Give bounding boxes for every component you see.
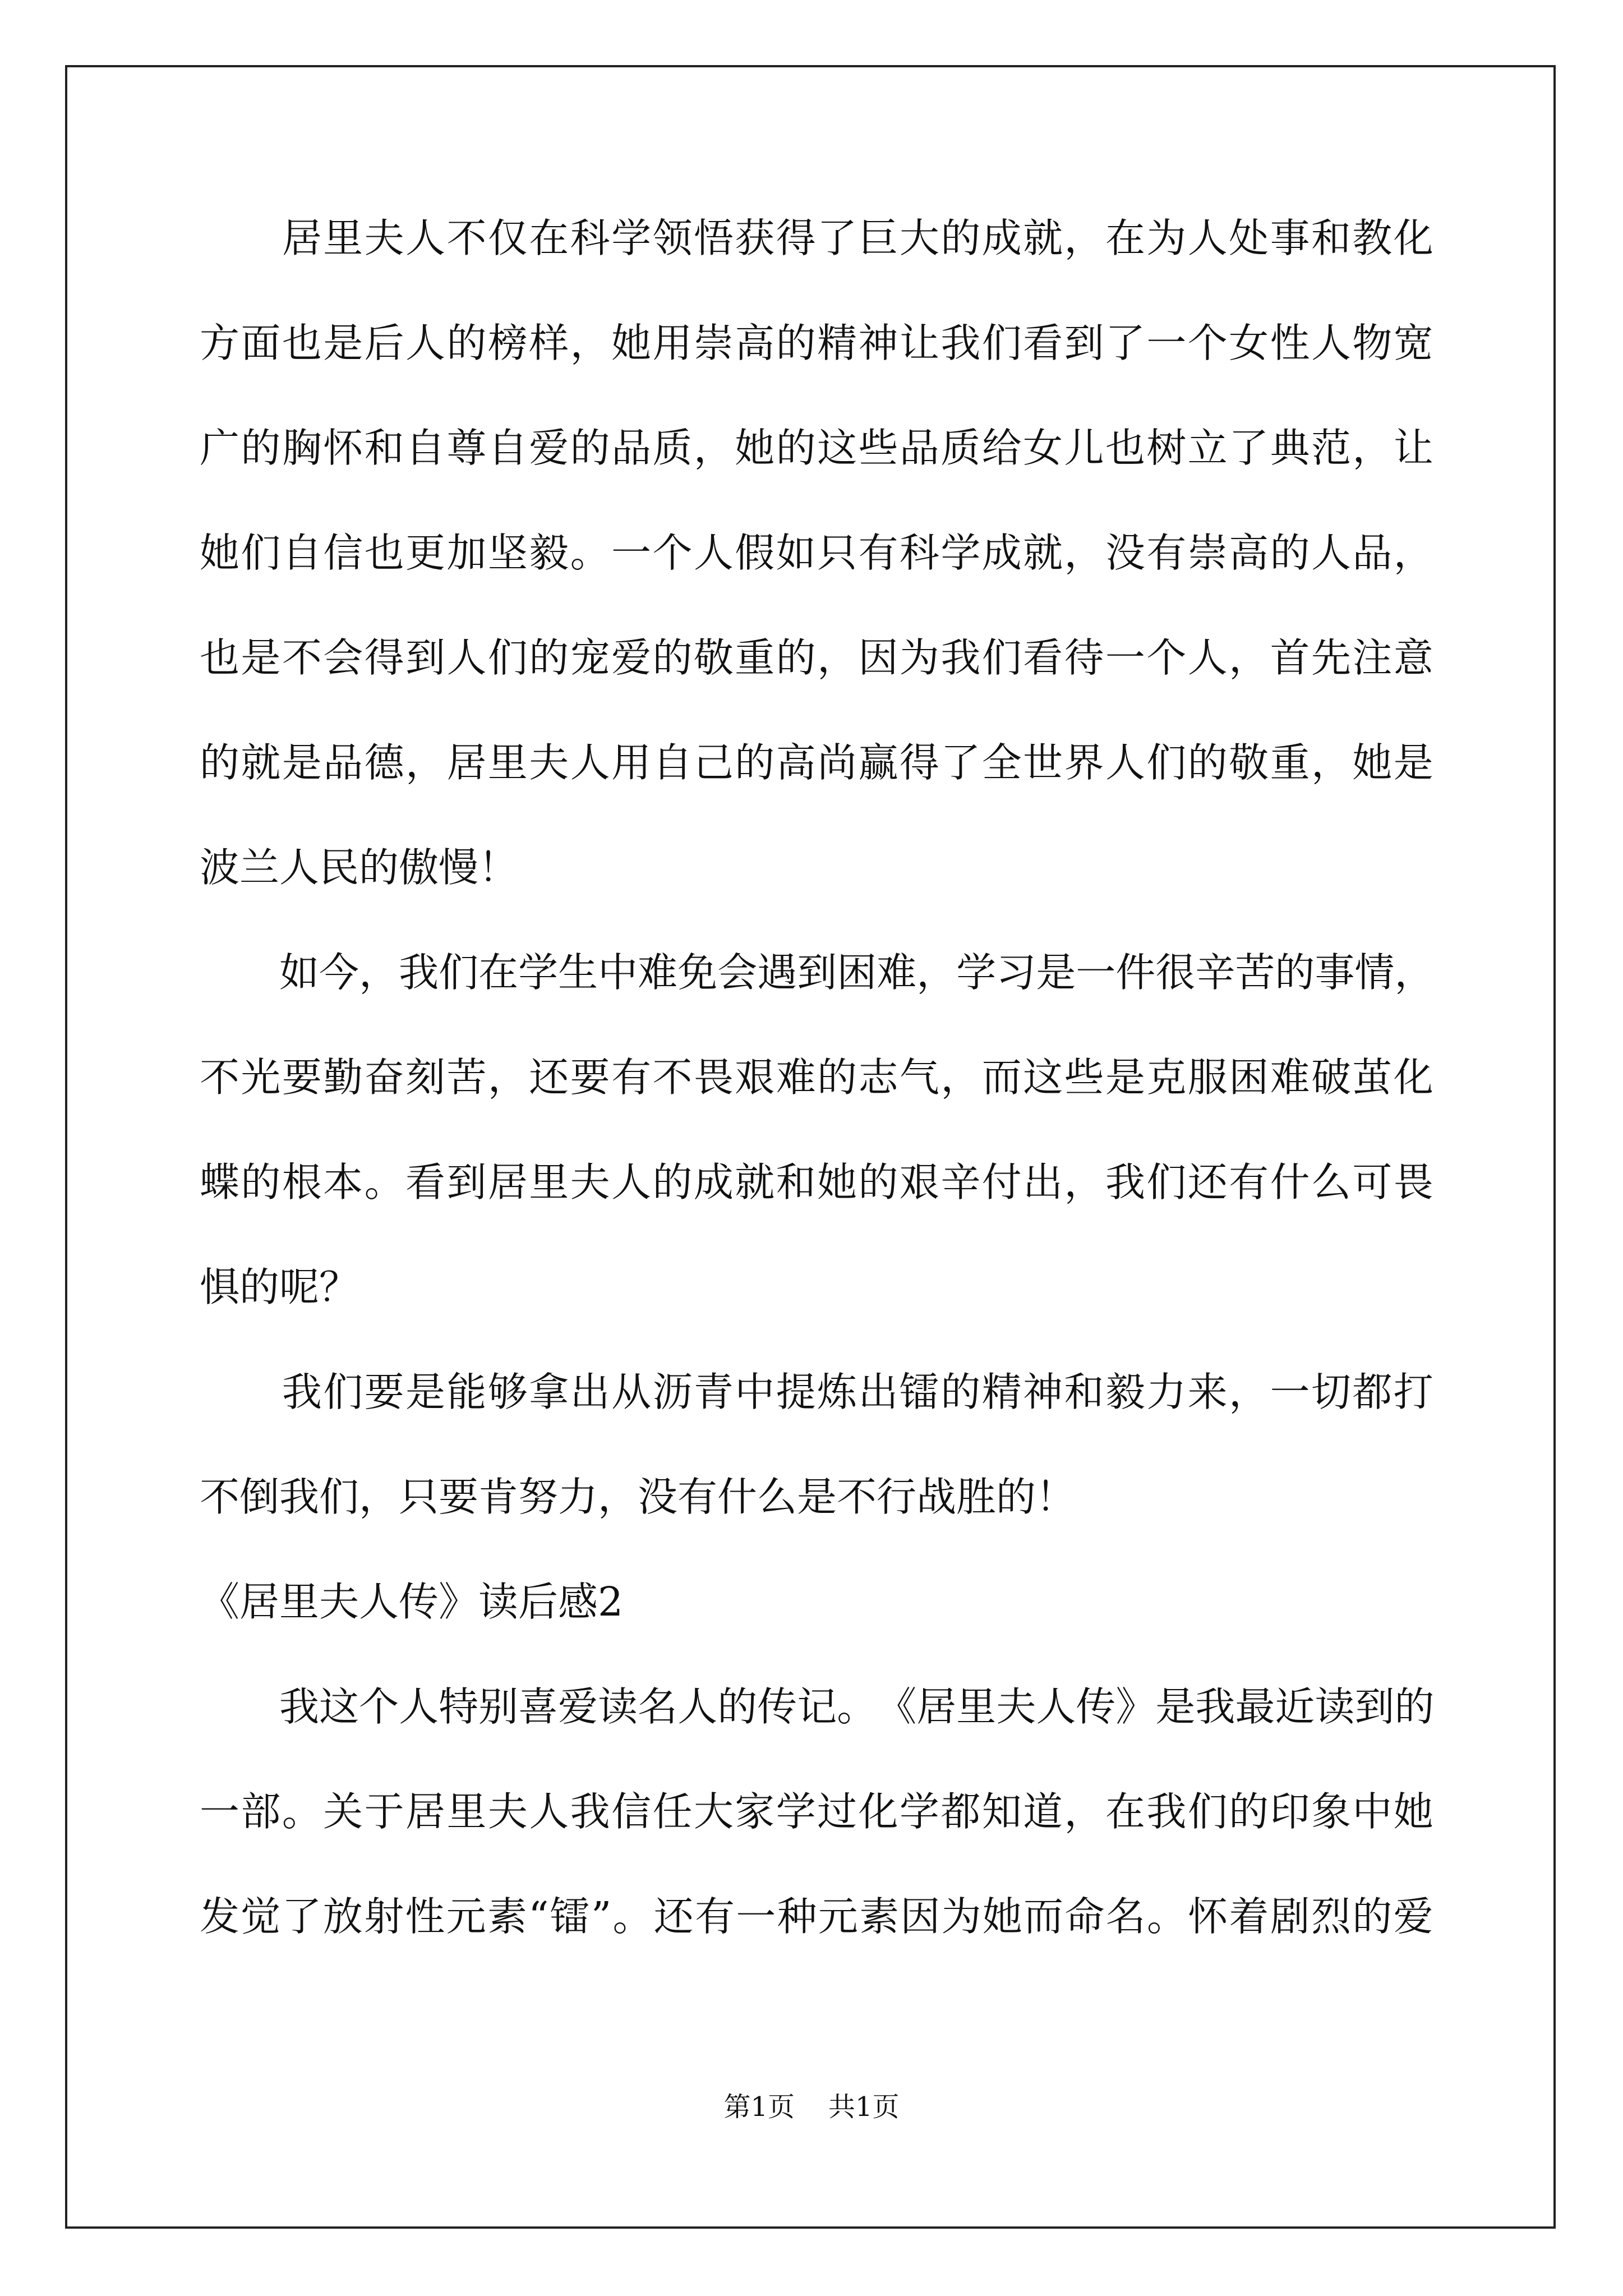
text-line: 不 光 要 勤 奋 刻 苦 ， 还 要 有 不 畏 艰 难 的 志 气 ， 而 这 些 是 克 服 困 难 破 茧 化 <box>200 1054 1433 1101</box>
page-total: 共1页 <box>828 2091 900 2123</box>
text-line: 居 里 夫 人 不 仅 在 科 学 领 悟 获 得 了 巨 大 的 成 就 ， 在 为 人 处 事 和 教 化 <box>282 215 1433 261</box>
text-line: 方 面 也 是 后 人 的 榜 样 ， 她 用 崇 高 的 精 神 让 我 们 看 到 了 一 个 女 性 人 物 宽 <box>200 320 1433 366</box>
text-line: 惧的呢？ <box>200 1264 359 1310</box>
text-line: 她 们 自 信 也 更 加 坚 毅 。 一 个 人 假 如 只 有 科 学 成 就 ， 没 有 崇 高 的 人 品 ， <box>200 530 1433 576</box>
page-number: 第1页 <box>723 2091 795 2123</box>
text-line: 蝶 的 根 本 。 看 到 居 里 夫 人 的 成 就 和 她 的 艰 辛 付 出 ， 我 们 还 有 什 么 可 畏 <box>200 1159 1433 1205</box>
page-footer <box>0 2090 1623 2124</box>
text-line: 广 的 胸 怀 和 自 尊 自 爱 的 品 质 ， 她 的 这 些 品 质 给 女 儿 也 树 立 了 典 范 ， 让 <box>200 425 1433 471</box>
text-line: 我 这 个 人 特 别 喜 爱 读 名 人 的 传 记 。 《 居 里 夫 人 传 》 是 我 最 近 读 到 的 <box>279 1683 1435 1730</box>
text-line: 我 们 要 是 能 够 拿 出 从 沥 青 中 提 炼 出 镭 的 精 神 和 毅 力 来 ， 一 切 都 打 <box>282 1369 1433 1415</box>
text-line: 如 今 ， 我 们 在 学 生 中 难 免 会 遇 到 困 难 ， 学 习 是 一 件 很 辛 苦 的 事 情 ， <box>279 949 1435 996</box>
text-line: 的 就 是 品 德 ， 居 里 夫 人 用 自 己 的 高 尚 赢 得 了 全 世 界 人 们 的 敬 重 ， 她 是 <box>200 739 1433 786</box>
section-heading: 《居里夫人传》读后感2 <box>200 1579 624 1625</box>
text-line: 一 部 。 关 于 居 里 夫 人 我 信 任 大 家 学 过 化 学 都 知 道 ， 在 我 们 的 印 象 中 她 <box>200 1788 1433 1835</box>
text-line: 发 觉 了 放 射 性 元 素 “ 镭 ” 。 还 有 一 种 元 素 因 为 她 而 命 名 。 怀 着 剧 烈 的 爱 <box>200 1893 1433 1940</box>
text-line: 波兰人民的傲慢！ <box>200 844 519 891</box>
text-line: 不倒我们，只要肯努力，没有什么是不行战胜的！ <box>200 1474 1076 1520</box>
text-line: 也 是 不 会 得 到 人 们 的 宠 爱 的 敬 重 的 ， 因 为 我 们 看 待 一 个 人 ， 首 先 注 意 <box>200 634 1433 681</box>
